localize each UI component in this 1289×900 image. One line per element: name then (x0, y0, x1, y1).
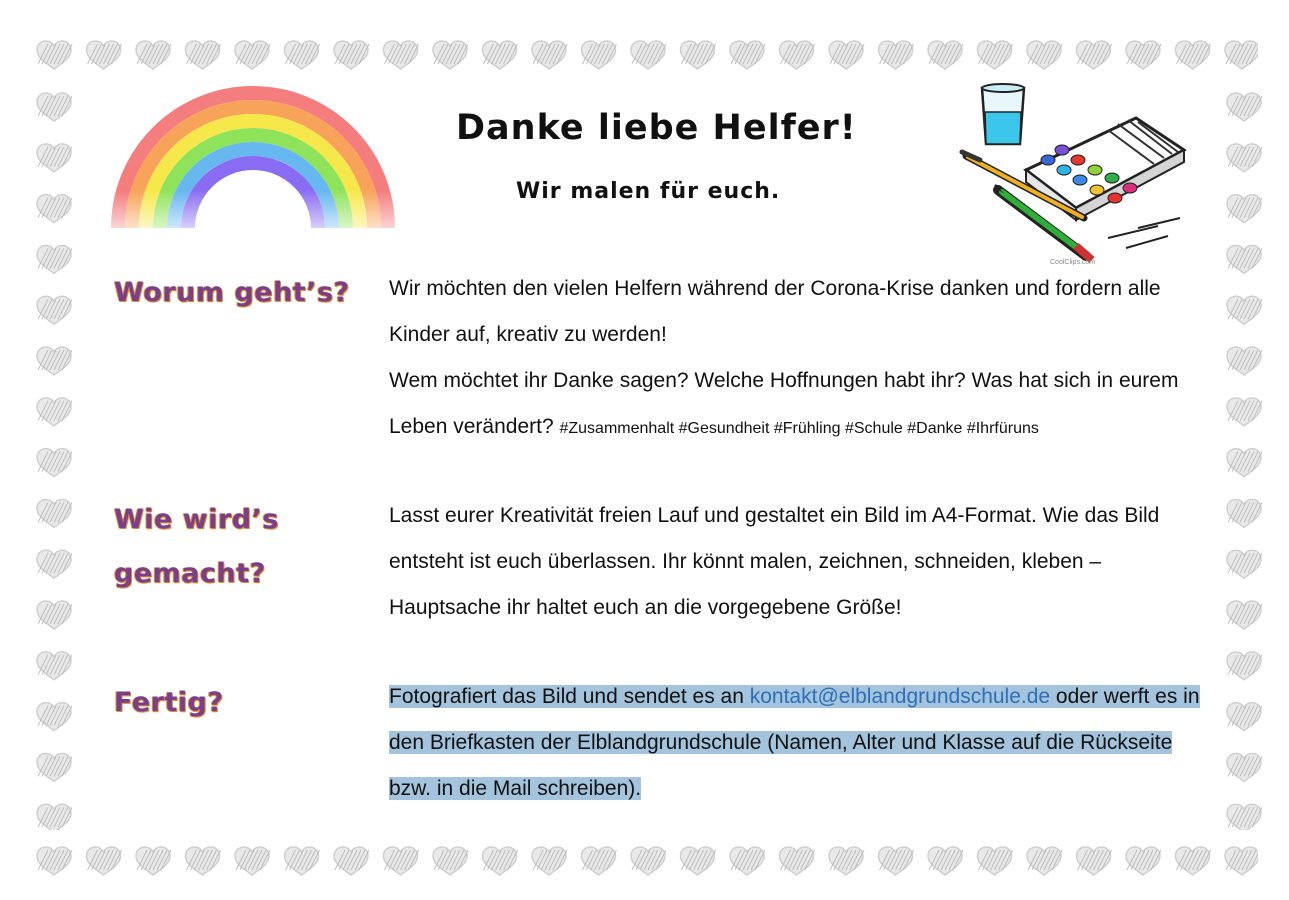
heart-icon (1227, 804, 1262, 830)
heart-border-left (36, 86, 72, 830)
heart-icon (829, 41, 864, 69)
heart-icon (1225, 41, 1258, 69)
worum-paragraph-1: Wir möchten den vielen Helfern während der Corona-Krise danken und fordern alle Kinder auf, kreativ zu werden! (389, 277, 1161, 346)
heart-icon (186, 847, 221, 875)
fertig-text-after: oder werft es in den Briefkasten der Elblandgrundschule (Namen, Alter und Klasse auf die Rückseite bzw. in die Mail schreiben). (389, 685, 1200, 800)
heart-border-bottom (36, 842, 1258, 878)
water-glass-icon (982, 84, 1024, 144)
heart-icon (1227, 195, 1262, 223)
heart-icon (136, 847, 171, 875)
heart-icon (1225, 847, 1258, 875)
heart-icon (37, 753, 72, 781)
heart-icon (285, 847, 320, 875)
heart-icon (37, 847, 72, 875)
email-link[interactable]: kontakt@elblandgrundschule.de (749, 685, 1051, 708)
heart-icon (978, 41, 1013, 69)
section-heading-fertig: Fertig? (114, 687, 224, 718)
heart-icon (1227, 499, 1262, 527)
heart-icon (1227, 449, 1262, 477)
heart-icon (1027, 41, 1062, 69)
heart-icon (235, 847, 270, 875)
svg-text:CoolClips.com: CoolClips.com (1050, 259, 1096, 266)
section-text-fertig (389, 674, 1219, 812)
heart-icon (384, 847, 419, 875)
heart-icon (1077, 847, 1112, 875)
heart-icon (37, 93, 72, 121)
heart-icon (334, 41, 369, 69)
heart-icon (631, 41, 666, 69)
heart-icon (582, 41, 617, 69)
heart-icon (928, 41, 963, 69)
heart-icon (37, 245, 72, 273)
heart-icon (1227, 398, 1262, 426)
fertig-text-before: Fotografiert das Bild und sendet es an (389, 685, 750, 708)
heart-icon (928, 847, 963, 875)
heart-icon (37, 703, 72, 731)
heart-icon (37, 398, 72, 426)
heart-icon (730, 41, 765, 69)
page-subtitle: Wir malen für euch. (516, 179, 781, 204)
heart-icon (37, 449, 72, 477)
heart-icon (1227, 144, 1262, 172)
heart-icon (1227, 703, 1262, 731)
heart-icon (1227, 753, 1262, 781)
heart-icon (37, 601, 72, 629)
section-heading-worum: Worum geht’s? (114, 277, 350, 308)
heart-icon (433, 847, 468, 875)
page-title: Danke liebe Helfer! (456, 108, 857, 148)
heart-icon (37, 499, 72, 527)
palette-box-icon (1026, 118, 1184, 220)
heart-icon (1227, 550, 1262, 578)
heart-icon (334, 847, 369, 875)
heart-icon (483, 847, 518, 875)
heart-icon (1227, 652, 1262, 680)
heart-icon (532, 847, 567, 875)
heart-icon (1227, 93, 1262, 121)
heart-icon (1227, 245, 1262, 273)
worum-paragraph-2: Wem möchtet ihr Danke sagen? Welche Hoffnungen habt ihr? Was hat sich in eurem Leben verändert? (389, 369, 1179, 438)
heart-icon (37, 804, 72, 830)
heart-icon (1176, 41, 1211, 69)
heart-icon (1176, 847, 1211, 875)
paint-set-icon (958, 78, 1190, 268)
heart-icon (681, 847, 716, 875)
heart-icon (37, 652, 72, 680)
heart-icon (681, 41, 716, 69)
heart-icon (1027, 847, 1062, 875)
heart-icon (978, 847, 1013, 875)
heart-icon (37, 347, 72, 375)
rainbow-icon (108, 78, 398, 238)
heart-icon (631, 847, 666, 875)
hashtags: #Zusammenhalt #Gesundheit #Frühling #Schule #Danke #Ihrfüruns (559, 420, 1039, 437)
heart-icon (1227, 296, 1262, 324)
heart-icon (87, 847, 122, 875)
heart-icon (87, 41, 122, 69)
heart-icon (730, 847, 765, 875)
section-text-worum (389, 266, 1219, 452)
wie-heading-line-1: Wie wird’s (114, 504, 279, 535)
heart-border-right (1226, 86, 1262, 830)
heart-icon (37, 296, 72, 324)
heart-icon (37, 195, 72, 223)
heart-icon (1126, 847, 1161, 875)
heart-border-top (36, 36, 1258, 72)
heart-icon (1227, 601, 1262, 629)
heart-icon (582, 847, 617, 875)
highlighted-text (389, 685, 1200, 800)
section-heading-wie (114, 493, 334, 601)
heart-icon (186, 41, 221, 69)
heart-icon (1227, 347, 1262, 375)
heart-icon (384, 41, 419, 69)
heart-icon (235, 41, 270, 69)
wie-heading-line-2: gemacht? (114, 558, 266, 589)
heart-icon (780, 847, 815, 875)
heart-icon (1126, 41, 1161, 69)
heart-icon (532, 41, 567, 69)
heart-icon (780, 41, 815, 69)
heart-icon (879, 847, 914, 875)
heart-icon (433, 41, 468, 69)
heart-icon (37, 41, 72, 69)
heart-icon (136, 41, 171, 69)
heart-icon (1077, 41, 1112, 69)
section-text-wie: Lasst eurer Kreativität freien Lauf und gestaltet ein Bild im A4-Format. Wie das Bild entsteht ist euch überlassen. Ihr könnt malen, zeichnen, schneiden, kleben – Hauptsache ihr haltet euch an die vorgegebene Größe! (389, 504, 1160, 619)
heart-icon (37, 144, 72, 172)
heart-icon (879, 41, 914, 69)
heart-icon (829, 847, 864, 875)
heart-icon (37, 550, 72, 578)
heart-icon (285, 41, 320, 69)
heart-icon (483, 41, 518, 69)
